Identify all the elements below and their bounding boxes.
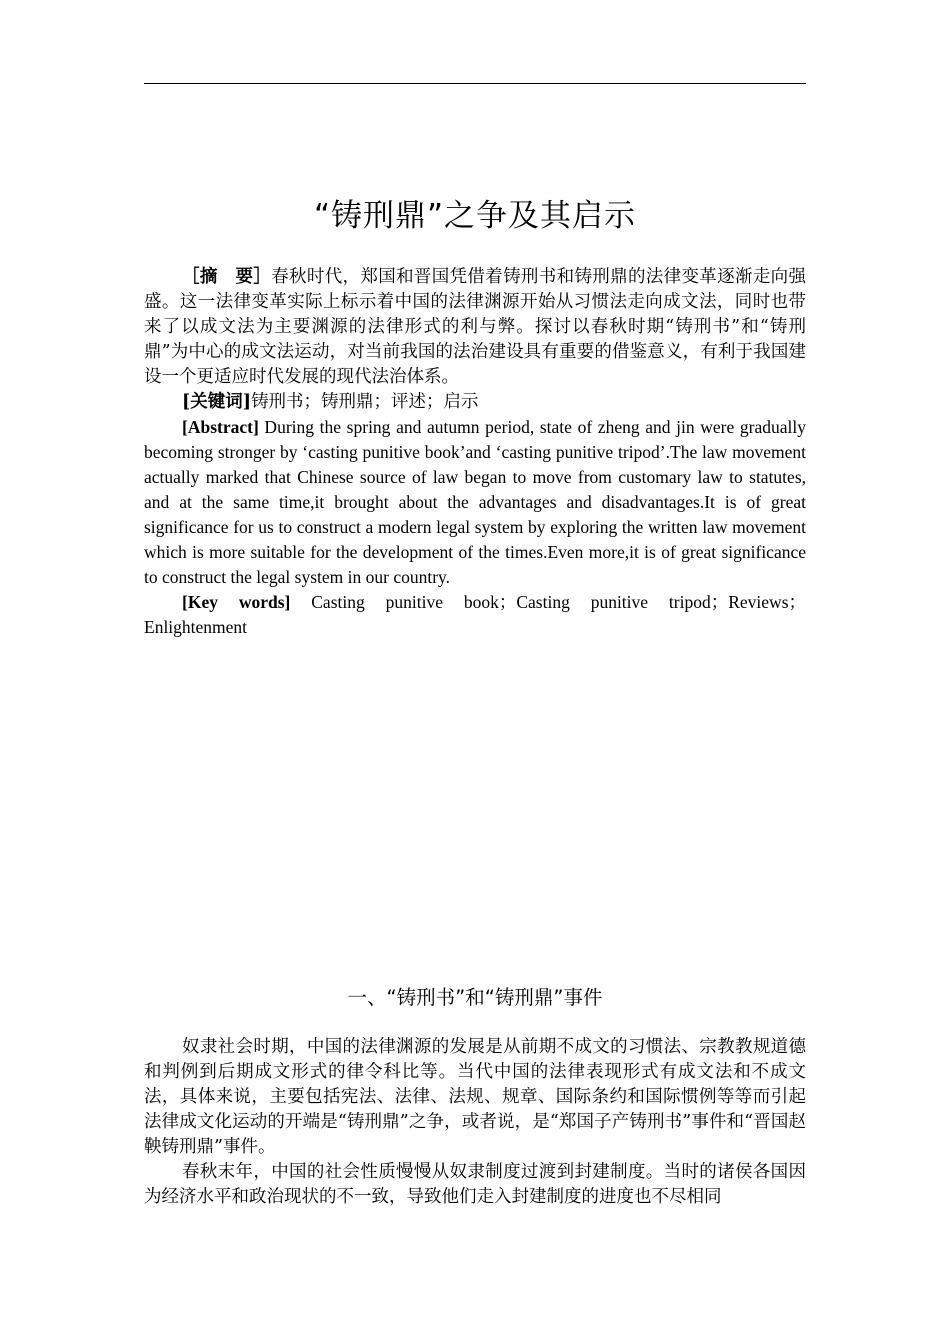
keywords-cn (144, 390, 806, 415)
abstract-cn (144, 265, 806, 390)
abstract-en-label: [Abstract] (182, 417, 259, 437)
section-heading: 一、“铸刑书”和“铸刑鼎”事件 (347, 986, 603, 1009)
keywords-cn-text: 铸刑书；铸刑鼎；评述；启示 (251, 392, 479, 412)
body-paragraph: 奴隶社会时期，中国的法律渊源的发展是从前期不成文的习惯法、宗教教规道德和判例到后期成文形式的律令科比等。当代中国的法律表现形式有成文法和不成文法，具体来说，主要包括宪法、法律、法规、规章、国际条约和国际惯例等等而引起法律成文化运动的开端是“铸刑鼎”之争，或者说，是“郑国子产铸刑书”事件和“晋国赵鞅铸刑鼎”事件。 (144, 1037, 806, 1157)
header-rule (144, 83, 806, 84)
abstract-en (144, 415, 806, 590)
abstract-block (144, 265, 806, 640)
document-title: “铸刑鼎”之争及其启示 (313, 198, 637, 234)
body-paragraph: 春秋末年，中国的社会性质慢慢从奴隶制度过渡到封建制度。当时的诸侯各国因为经济水平和政治现状的不一致，导致他们走入封建制度的进度也不尽相同 (144, 1162, 806, 1207)
keywords-cn-label: [关键词] (182, 392, 252, 412)
abstract-en-text: During the spring and autumn period, state of zheng and jin were gradually becoming stronger by ‘casting punitive book’and ‘casting punitive tripod’.The law movement actually marked that Chinese source of law began to move from customary law to statutes, and at the same time,it brought about the advantages and disadvantages.It is of great significance for us to construct a modern legal system by exploring the written law movement which is more suitable for the development of the times.Even more,it is of great significance to construct the legal system in our country. (144, 417, 806, 587)
keywords-en-text: Casting punitive book；Casting punitive tripod；Reviews；Enlightenment (144, 592, 807, 637)
abstract-cn-text: 春秋时代，郑国和晋国凭借着铸刑书和铸刑鼎的法律变革逐渐走向强盛。这一法律变革实际上标示着中国的法律渊源开始从习惯法走向成文法，同时也带来了以成文法为主要渊源的法律形式的利与弊。探讨以春秋时期“铸刑书”和“铸刑鼎”为中心的成文法运动，对当前我国的法治建设具有重要的借鉴意义，有利于我国建设一个更适应时代发展的现代法治体系。 (144, 267, 807, 387)
section-body (144, 1035, 806, 1210)
keywords-en-label: [Key words] (182, 592, 291, 612)
abstract-cn-label: ［摘 要］ (182, 267, 272, 287)
keywords-en (144, 590, 806, 640)
